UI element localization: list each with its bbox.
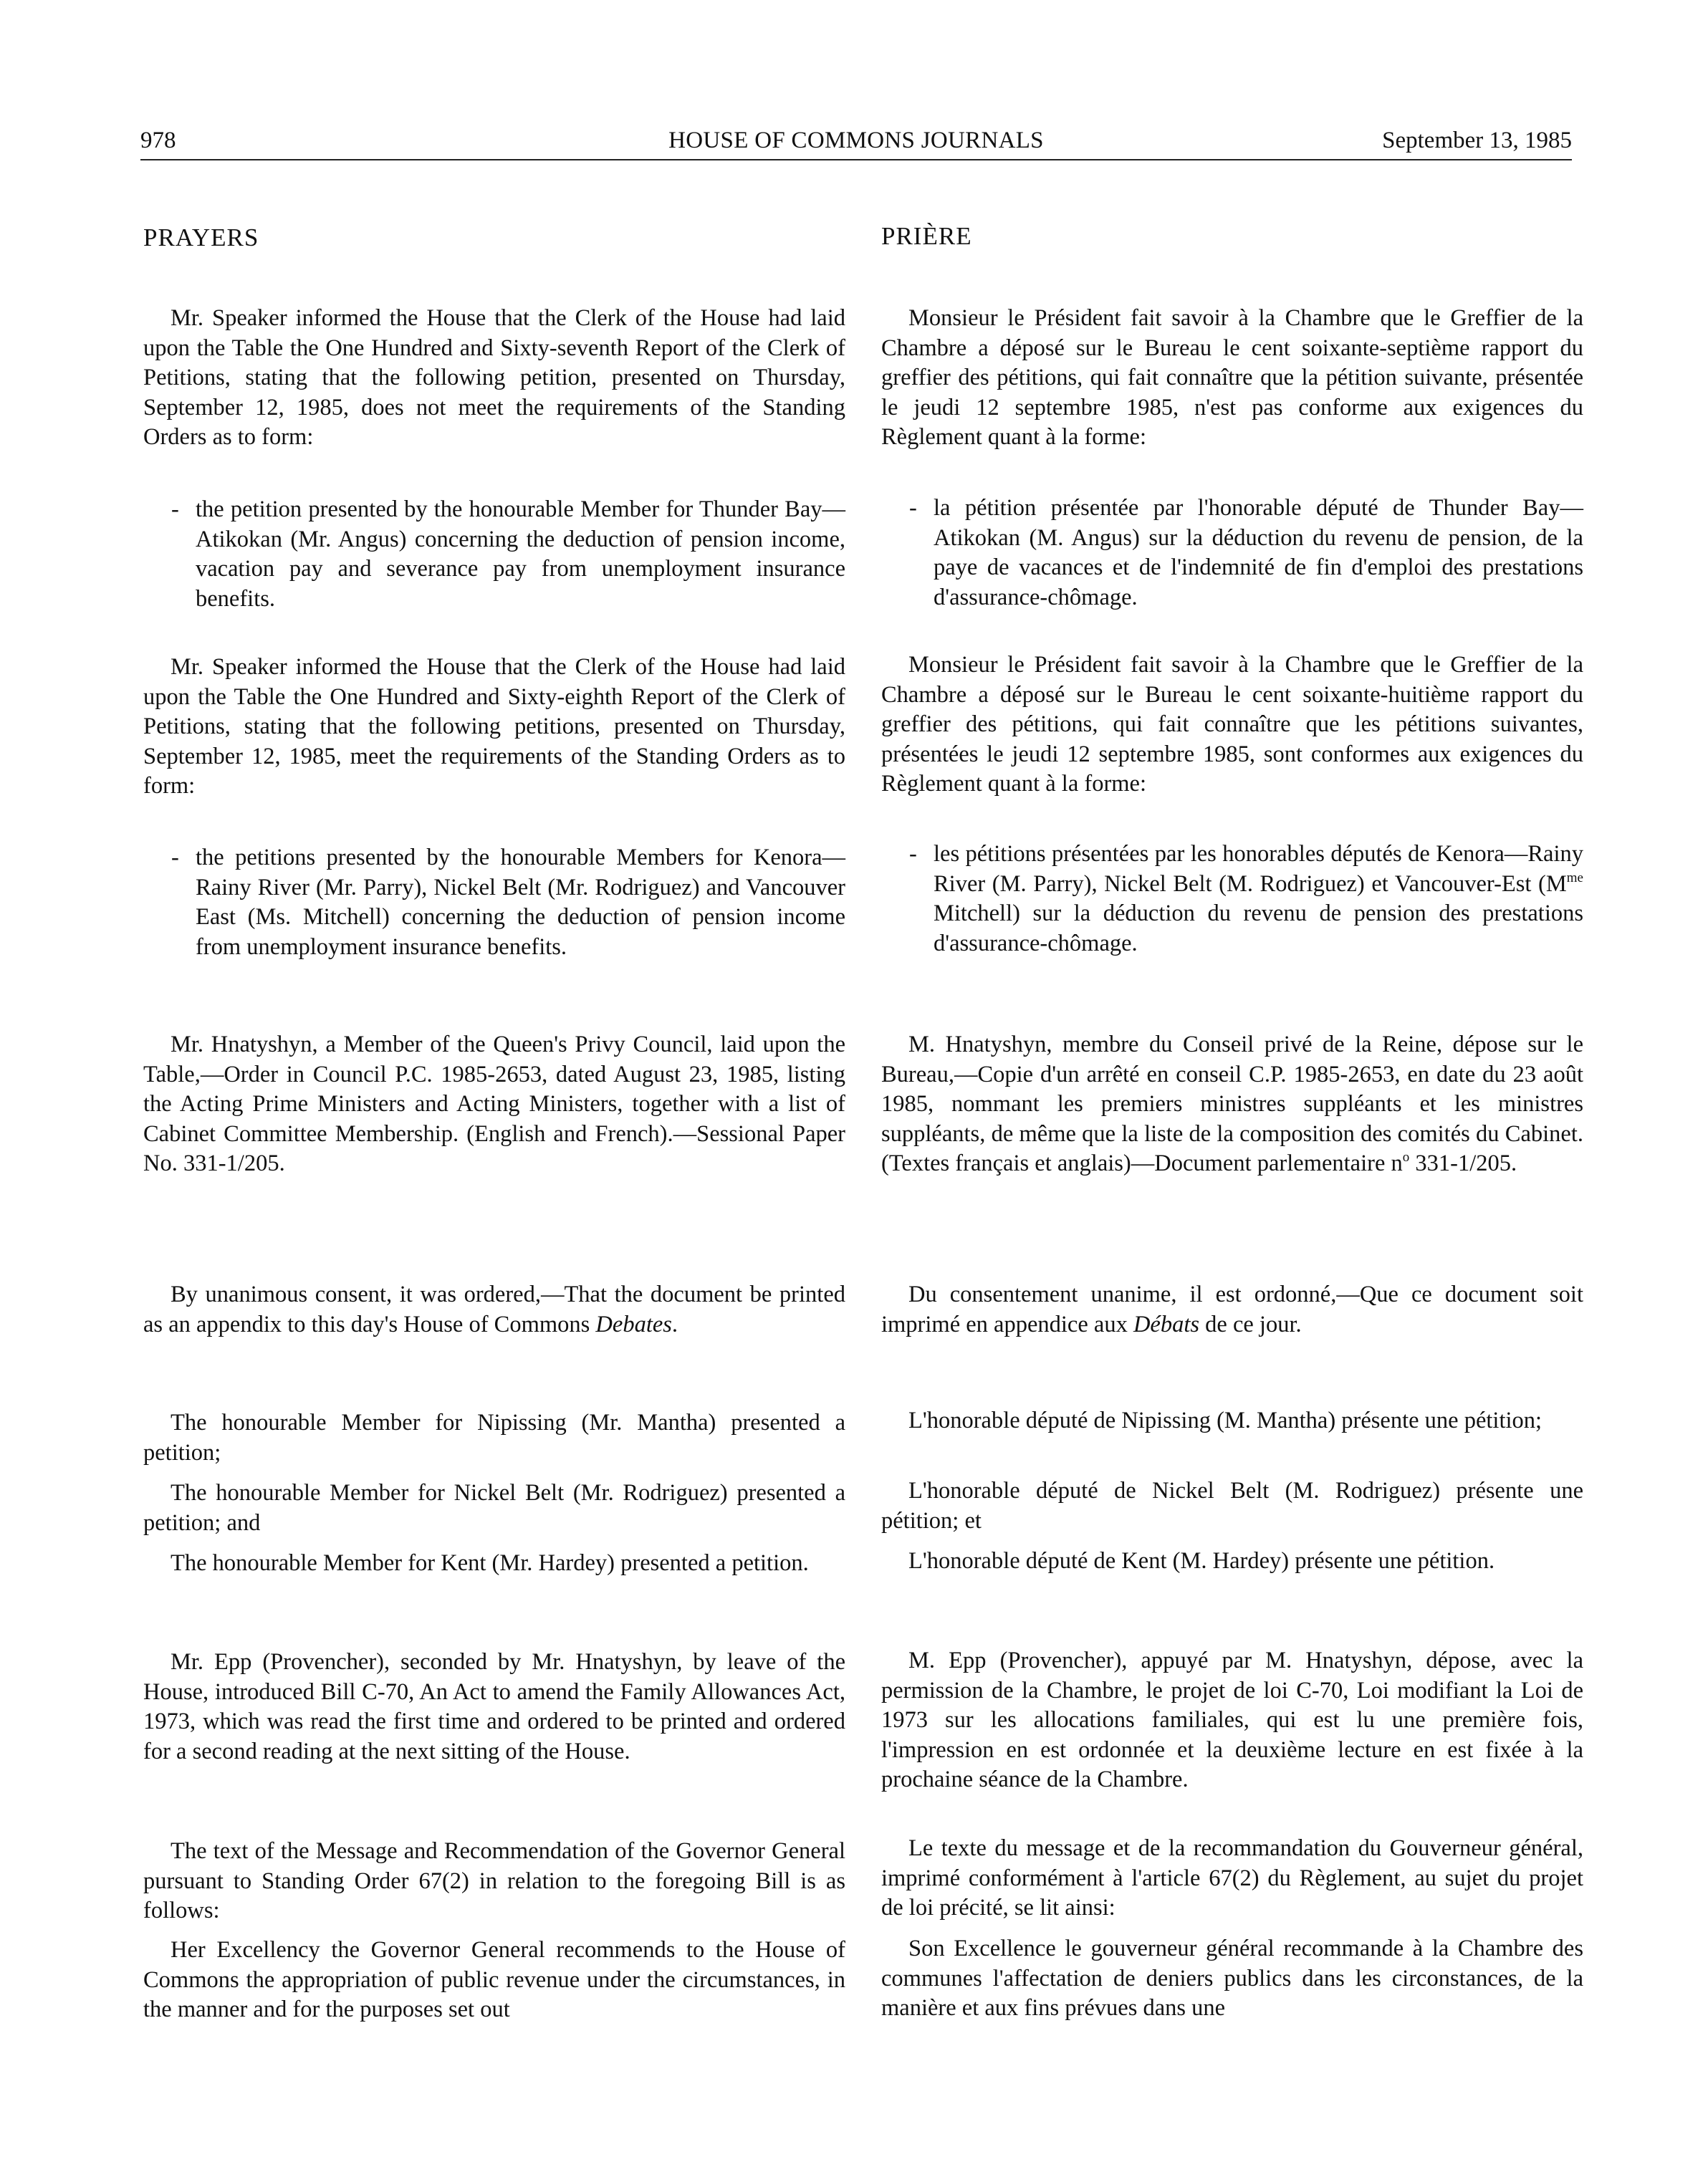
list-marker: - <box>171 496 179 522</box>
french-heading: PRIÈRE <box>881 222 972 250</box>
english-bill-c70: Mr. Epp (Provencher), seconded by Mr. Hnatyshyn, by leave of the House, introduced Bill C-70, An Act to amend the Family Allowances Act, 1973, which was read the first time and ordered to be printed and ordered for a second reading at the next sitting of the House. <box>143 1649 845 1764</box>
list-marker: - <box>909 841 917 867</box>
page-number: 978 <box>140 128 176 153</box>
english-report-168-item-text: the petitions presented by the honourable Members for Kenora—Rainy River (Mr. Parry), Nickel Belt (Mr. Rodriguez) and Vancouver East (Ms. Mitchell) concerning the deduction of pension income from unemployment insurance benefits. <box>196 845 845 960</box>
french-petition-hardey: L'honorable député de Kent (M. Hardey) présente une pétition. <box>908 1548 1495 1574</box>
french-report-167-item <box>881 494 1583 612</box>
english-petition-hardey: The honourable Member for Kent (Mr. Hardey) presented a petition. <box>171 1550 809 1576</box>
page-header <box>140 123 1572 158</box>
english-consent-text: By unanimous consent, it was ordered,—That the document be printed as an appendix to this day's House of Commons <box>143 1282 845 1337</box>
english-consent-end: . <box>671 1311 678 1337</box>
journal-date: September 13, 1985 <box>1382 128 1572 153</box>
french-unanimous-consent <box>881 1280 1583 1340</box>
french-report-168: Monsieur le Président fait savoir à la Chambre que le Greffier de la Chambre a déposé sur le Bureau le cent soixante-huitième rapport du greffier des pétitions, qui fait connaître que les pétitions suivantes, présentées le jeudi 12 septembre 1985, sont conformes aux exigences du Règlement quant à la forme: <box>881 652 1583 797</box>
french-report-168-item-end: Mitchell) sur la déduction du revenu de pension des prestations d'assurance-chômage. <box>934 900 1583 956</box>
english-report-168: Mr. Speaker informed the House that the Clerk of the House had laid upon the Table the One Hundred and Sixty-eighth Report of the Clerk of Petitions, stating that the following petitions, presented on Thursday, September 12, 1985, meet the requirements of the Standing Orders as to form: <box>143 654 845 799</box>
french-consent-debats: Débats <box>1133 1311 1200 1337</box>
french-report-167: Monsieur le Président fait savoir à la Chambre que le Greffier de la Chambre a déposé sur le Bureau le cent soixante-septième rapport du greffier des pétitions, qui fait connaître que la pétition suivante, présentée le jeudi 12 septembre 1985, n'est pas conforme aux exigences du Règlement quant à la forme: <box>881 305 1583 450</box>
french-report-168-item-sup: me <box>1566 870 1583 885</box>
french-recommendation: Son Excellence le gouverneur général recommande à la Chambre des communes l'affectation de deniers publics dans les circonstances, de la manière et aux fins prévues dans une <box>881 1936 1583 2021</box>
french-report-167-item-text: la pétition présentée par l'honorable député de Thunder Bay—Atikokan (M. Angus) sur la déduction du revenu de pension, de la paye de vacances et de l'indemnité de fin d'emploi des prestations d'assurance-chômage. <box>934 495 1583 610</box>
french-bill-c70: M. Epp (Provencher), appuyé par M. Hnatyshyn, dépose, avec la permission de la Chambre, le projet de loi C-70, Loi modifiant la Loi de 1973 sur les allocations familiales, qui est lu une première fois, l'impression en est ordonnée et la deuxième lecture en est fixée à la prochaine séance de la Chambre. <box>881 1648 1583 1792</box>
french-petition-rodriguez: L'honorable député de Nickel Belt (M. Rodriguez) présente une pétition; et <box>881 1478 1583 1534</box>
french-hnatyshyn-paper <box>881 1030 1583 1179</box>
french-hnatyshyn-sup: o <box>1402 1150 1410 1165</box>
french-consent-text: Du consentement unanime, il est ordonné,—Que ce document soit imprimé en appendice aux <box>881 1282 1583 1337</box>
english-report-167-item-text: the petition presented by the honourable Member for Thunder Bay—Atikokan (Mr. Angus) concerning the deduction of pension income, vacation pay and severance pay from unemployment insurance benefits. <box>196 496 845 612</box>
journal-title: HOUSE OF COMMONS JOURNALS <box>668 128 1044 153</box>
french-report-168-item <box>881 840 1583 958</box>
english-petition-mantha: The honourable Member for Nipissing (Mr. Mantha) presented a petition; <box>143 1410 845 1466</box>
english-report-168-item <box>143 843 845 962</box>
english-report-167-item <box>143 495 845 614</box>
list-marker: - <box>171 845 179 870</box>
french-report-168-item-text: les pétitions présentées par les honorables députés de Kenora—Rainy River (M. Parry), Nickel Belt (M. Rodriguez) et Vancouver-Est (M <box>934 841 1583 897</box>
french-message-text: Le texte du message et de la recommandation du Gouverneur général, imprimé conformément à l'article 67(2) du Règlement, au sujet du projet de loi précité, se lit ainsi: <box>881 1835 1583 1921</box>
french-hnatyshyn-text: M. Hnatyshyn, membre du Conseil privé de la Reine, dépose sur le Bureau,—Copie d'un arrêté en conseil C.P. 1985-2653, en date du 23 août 1985, nommant les premiers ministres suppléants et les ministres suppléants, de même que la liste de la composition des comités du Cabinet. (Textes français et anglais)—Document parlementaire n <box>881 1032 1583 1176</box>
english-hnatyshyn-paper: Mr. Hnatyshyn, a Member of the Queen's Privy Council, laid upon the Table,—Order in Council P.C. 1985-2653, dated August 23, 1985, listing the Acting Prime Ministers and Acting Ministers, together with a list of Cabinet Committee Membership. (English and French).—Sessional Paper No. 331-1/205. <box>143 1032 845 1176</box>
english-recommendation: Her Excellency the Governor General recommends to the House of Commons the appropriation of public revenue under the circumstances, in the manner and for the purposes set out <box>143 1937 845 2022</box>
french-consent-end: de ce jour. <box>1199 1311 1302 1337</box>
french-petition-mantha: L'honorable député de Nipissing (M. Mantha) présente une pétition; <box>908 1408 1543 1433</box>
english-heading: PRAYERS <box>143 224 259 251</box>
header-rule <box>140 159 1572 160</box>
list-marker: - <box>909 495 917 521</box>
english-report-167: Mr. Speaker informed the House that the Clerk of the House had laid upon the Table the One Hundred and Sixty-seventh Report of the Clerk of Petitions, stating that the following petition, presented on Thursday, September 12, 1985, does not meet the requirements of the Standing Orders as to form: <box>143 305 845 450</box>
english-consent-debates: Debates <box>595 1311 672 1337</box>
english-petition-rodriguez: The honourable Member for Nickel Belt (Mr. Rodriguez) presented a petition; and <box>143 1480 845 1536</box>
french-hnatyshyn-end: 331-1/205. <box>1409 1150 1517 1176</box>
english-unanimous-consent <box>143 1280 845 1340</box>
english-message-text: The text of the Message and Recommendation of the Governor General pursuant to Standing Order 67(2) in relation to the foregoing Bill is as follows: <box>143 1838 845 1923</box>
